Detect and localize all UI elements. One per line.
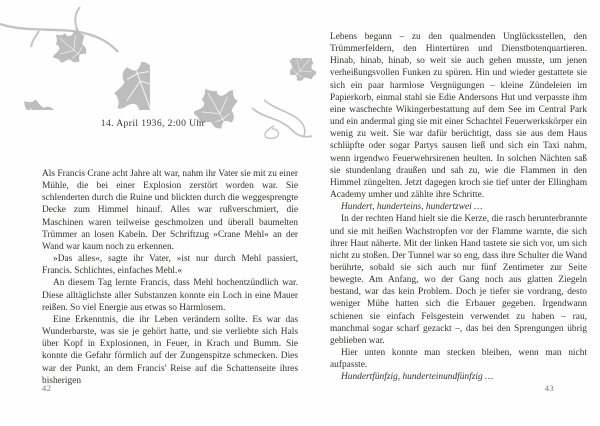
body-paragraph: Als Francis Crane acht Jahre alt war, nahm ihr Vater sie mit zu einer Mühle, die bei einer Explosion zerstört worden war. Sie schlenderten durch die Ruine und blickten durch die weggesprengte Decke zum Himmel hinauf. Alles war rußverschmiert, die Maschinen waren teilweise geschmolzen und überall baumelten Trümmer an losen Kabeln. Der Schriftzug »Crane Mehl« an der Wand war kaum noch zu erkennen. xyxy=(42,169,298,252)
ivy-leaf-icon xyxy=(43,20,95,72)
counting-line: Hundertfünfzig, hunderteinundfünfzig … xyxy=(341,372,494,383)
page-number-left: 42 xyxy=(42,383,52,393)
counting-line: Hundert, hunderteins, hundertzwei … xyxy=(341,202,483,213)
ivy-branch-icon xyxy=(0,0,150,110)
ivy-leaf-icon xyxy=(282,58,316,88)
ivy-cluster-icon xyxy=(194,58,316,146)
body-paragraph: »Das alles«, sagte ihr Vater, »ist nur durch Mehl passiert, Francis. Schlichtes, einfaches Mehl.« xyxy=(42,254,298,277)
body-paragraph: An diesem Tag lernte Francis, dass Mehl hochentzündlich war. Diese alltäglichste aller Substanzen konnte ein Loch in eine Mauer reißen. So viel Energie aus etwas so Harmlosem. xyxy=(42,278,298,313)
body-paragraph: Eine Erkenntnis, die ihr Leben verändern sollte. Es war das Wunderbarste, was sie je gehört hatte, und sie verliebte sich Hals über Kopf in Explosionen, in Feuer, in Krach und Bumm. Sie konnte die Gefahr förmlich auf der Zungenspitze schmecken. Dies war der Punkt, an dem Francis' Reise auf die Schattenseite ihres bisherigen xyxy=(42,314,298,386)
body-paragraph: Hier unten konnte man stecken bleiben, wenn man nicht aufpasste. xyxy=(330,348,587,371)
chapter-datetime: 14. April 1936, 2:00 Uhr xyxy=(100,118,206,129)
page-number-right: 43 xyxy=(544,383,554,393)
ivy-leaf-icon xyxy=(10,94,61,110)
left-page-text-column xyxy=(42,168,298,387)
body-paragraph: In der rechten Hand hielt sie die Kerze, die rasch herunterbrannte und sie mit heißen Wachstropfen vor der Flamme warnte, die sich ihrer Haut näherte. Mit der linken Hand tastete sie sich vor, um sich nicht zu stoßen. Der Tunnel war so eng, dass ihre Schulter die Wand berührte, sobald sie sich auch nur fünf Zentimeter zur Seite bewegte. Am Anfang, wo der Gang noch aus glatten Ziegeln bestand, war das kein Problem. Doch je tiefer sie vordrang, desto weniger Mühe hatten sich die Erbauer gegeben. Irgendwann schienen sie einfach Felsgestein verwendet zu haben – rau, manchmal sogar scharf gezackt –, das bei den Sprengungen übrig geblieben war. xyxy=(330,214,587,346)
right-page-text-column xyxy=(330,31,587,384)
body-paragraph: Lebens begann – zu den qualmenden Unglücksstellen, den Trümmerfeldern, den Hintertüren und Dienstbotenquartieren. Hinab, hinab, hinab, so weit sie auch gehen musste, um jenen verheißungsvollen Funken zu spüren. Hin und wieder gestattete sie sich ein paar harmlose Vergnügungen – kleine Zündeleien im Papierkorb, einmal stahl sie Edie Andersons Hut und verpasste ihm eine waschechte Wikingerbestattung auf dem See im Central Park und ein andermal ging sie mit einer Schachtel Feuerwerkskörper ein wenig zu weit. Sie war dafür berüchtigt, dass sie aus dem Haus schlüpfte oder sogar Partys sausen ließ und sich ein Taxi nahm, wenn irgendwo Feuerwehrsirenen heulten. In solchen Nächten saß sie stundenlang draußen und sah zu, wie die Flammen in den Himmel züngelten. Jetzt dagegen kroch sie tief unter der Ellingham Academy umher und zählte ihre Schritte. xyxy=(330,32,587,201)
ivy-leaf-icon xyxy=(105,54,150,110)
